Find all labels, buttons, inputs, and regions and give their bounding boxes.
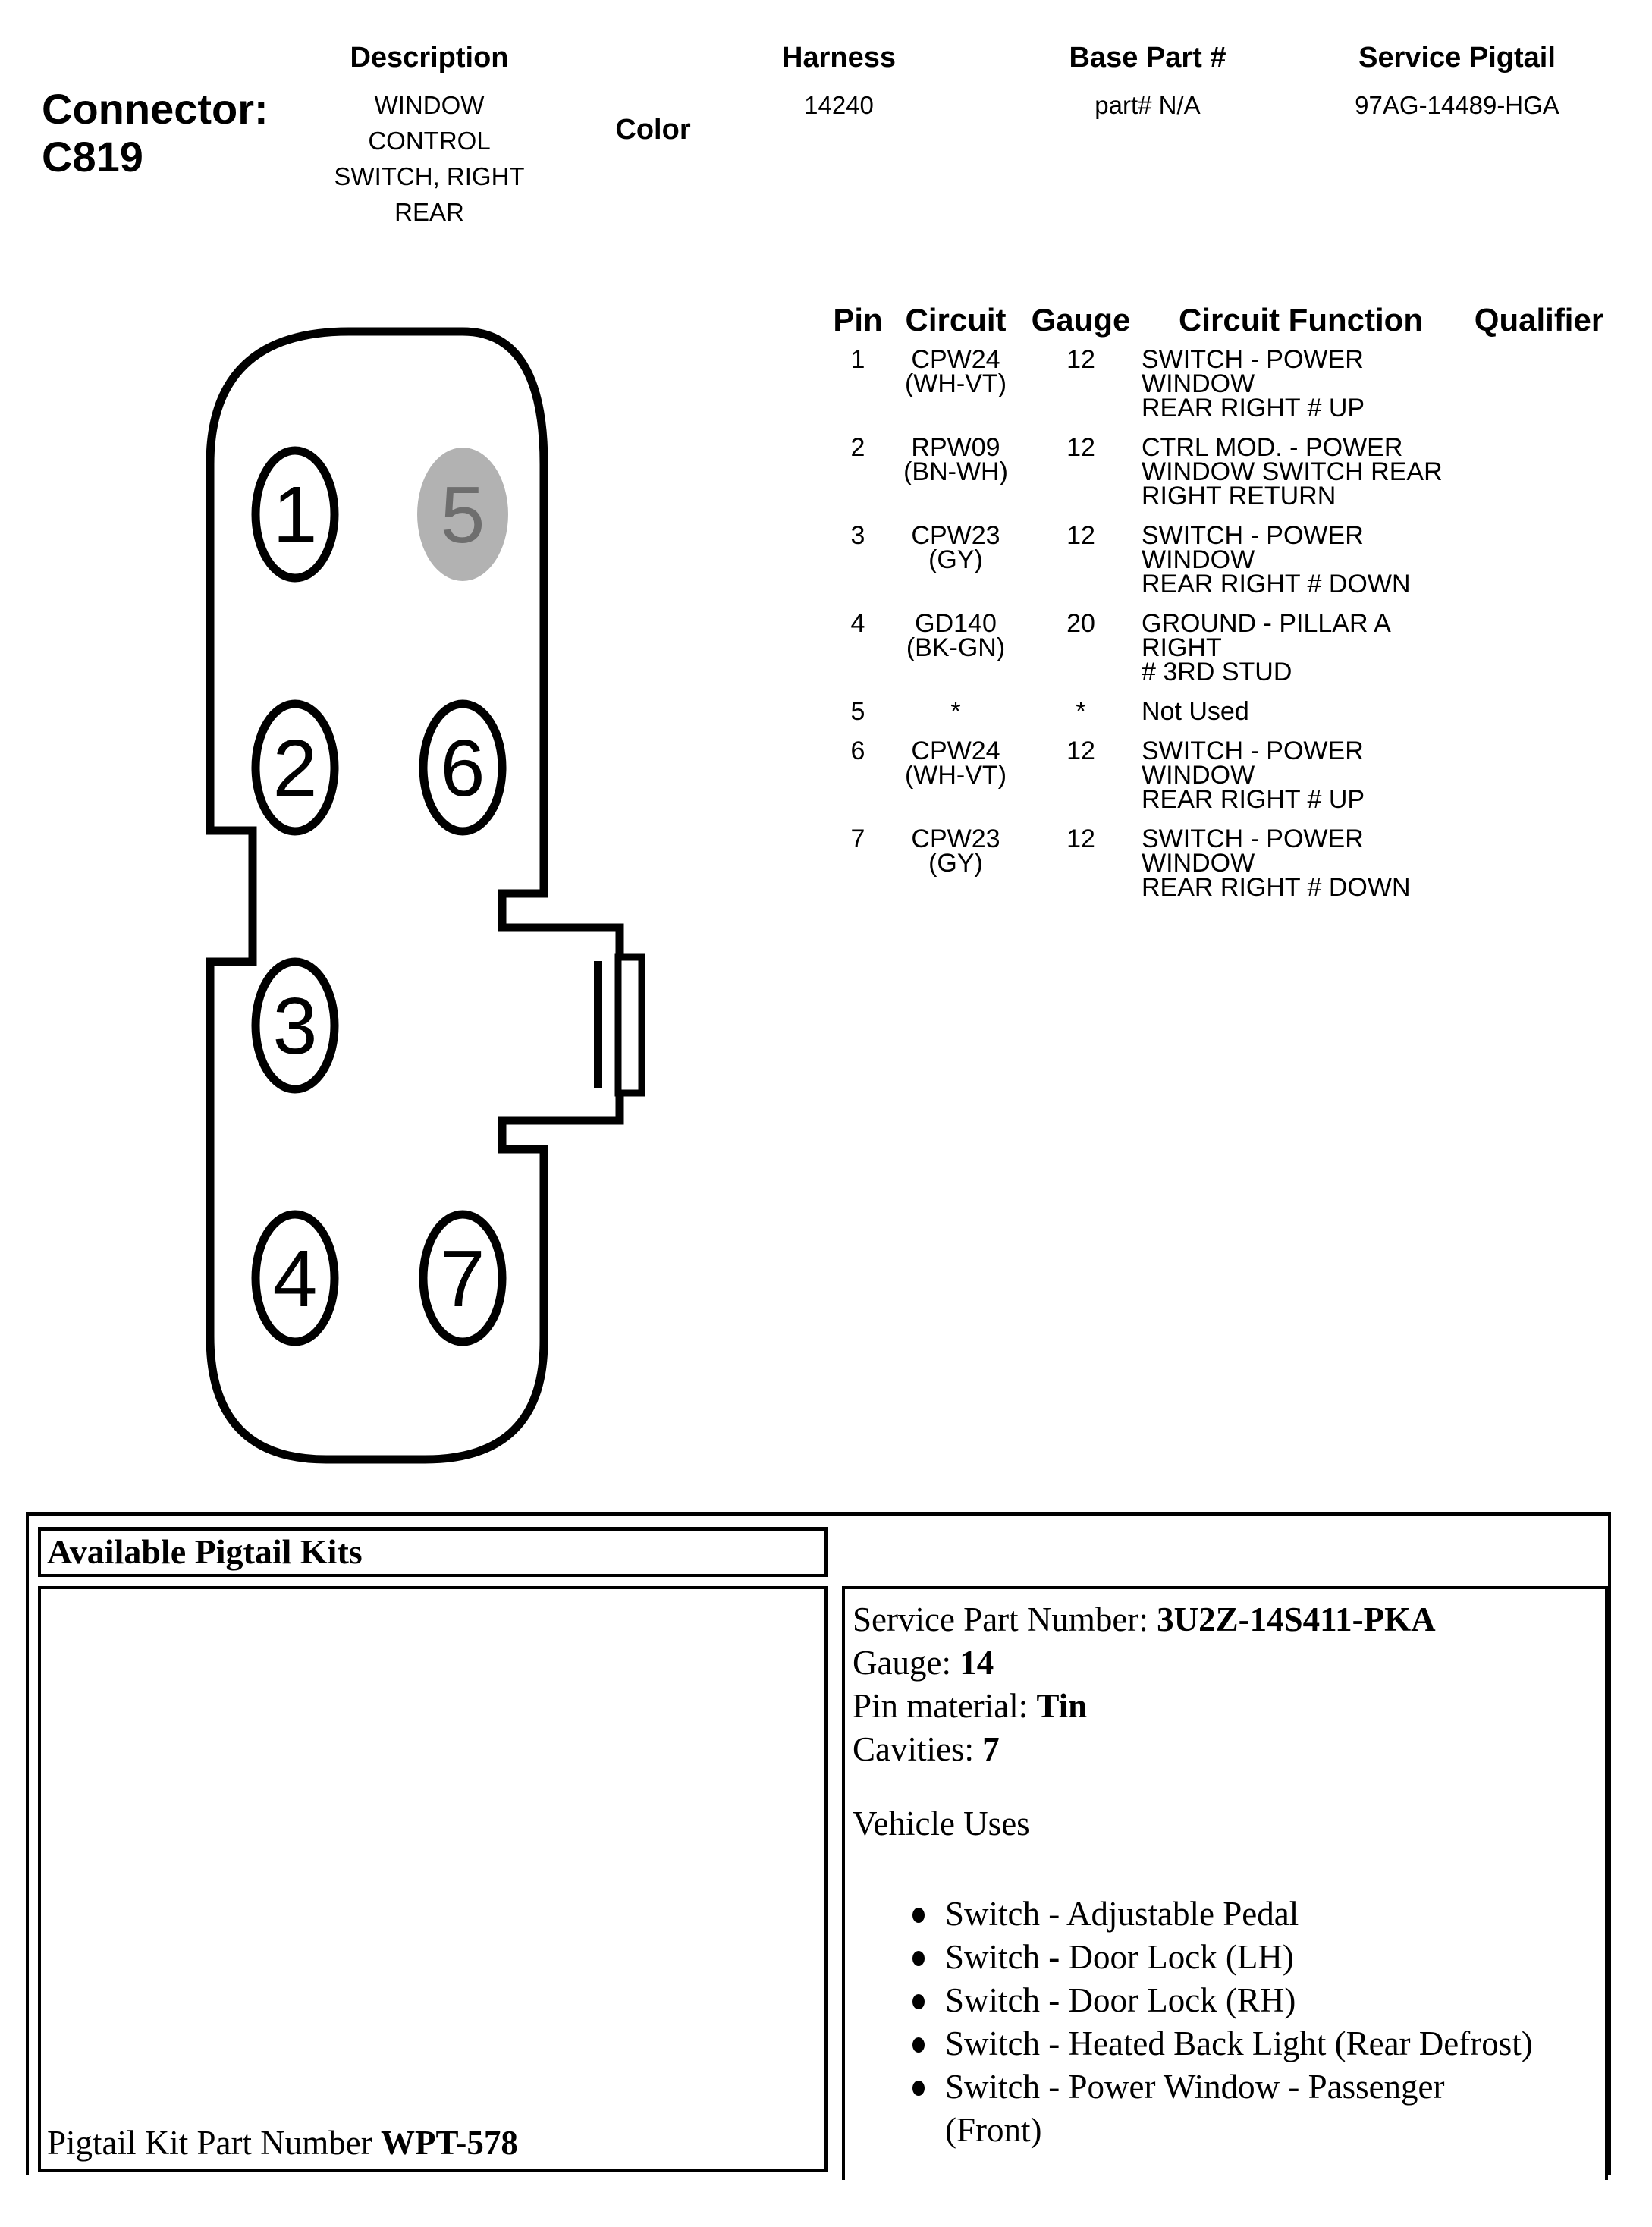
available-pigtail-kits-title: Available Pigtail Kits <box>38 1527 828 1577</box>
vehicle-use-item: Switch - Heated Back Light (Rear Defrost) <box>911 2022 1552 2065</box>
vehicle-use-item: Switch - Door Lock (LH) <box>911 1936 1552 1979</box>
connector-title <box>42 85 269 181</box>
cell-circuit <box>885 827 1026 900</box>
service-part-box <box>842 1586 1608 2180</box>
cell-function <box>1135 611 1466 684</box>
function-line: RIGHT RETURN <box>1142 482 1336 510</box>
description-line: WINDOW <box>374 91 485 119</box>
function-line: SWITCH - POWER WINDOW <box>1142 737 1364 790</box>
cell-function <box>1135 435 1466 508</box>
gauge-col-header: Gauge <box>1031 302 1131 338</box>
cell-qualifier <box>1466 523 1612 596</box>
cell-function <box>1135 827 1466 900</box>
function-col-header: Circuit Function <box>1179 302 1423 338</box>
vehicle-use-item: Switch - Power Window - Passenger (Front) <box>911 2065 1552 2152</box>
cell-gauge: 12 <box>1066 737 1095 765</box>
function-line: SWITCH - POWER WINDOW <box>1142 521 1364 574</box>
connector-label: Connector: <box>42 85 269 133</box>
pin-table-row <box>831 699 1612 724</box>
function-line: SWITCH - POWER WINDOW <box>1142 345 1364 398</box>
pin-table-row <box>831 739 1612 812</box>
pin-number-6: 6 <box>440 724 485 813</box>
function-line: WINDOW SWITCH REAR <box>1142 457 1443 486</box>
cell-pin: 6 <box>850 737 865 765</box>
cavities-value: 7 <box>982 1730 1000 1768</box>
pin-table <box>831 302 1612 902</box>
cavities-label: Cavities: <box>853 1730 983 1768</box>
cell-circuit <box>885 699 1026 724</box>
cell-gauge: 12 <box>1066 825 1095 853</box>
cell-qualifier <box>1466 739 1612 812</box>
vehicle-uses-list <box>853 1892 1605 2152</box>
pin-number-4: 4 <box>272 1234 318 1324</box>
pin-table-row <box>831 347 1612 420</box>
cell-gauge: 12 <box>1066 433 1095 462</box>
pigtail-kit-part-label: Pigtail Kit Part Number <box>47 2124 381 2162</box>
base-part-value: part# N/A <box>1095 91 1201 119</box>
function-line: REAR RIGHT # UP <box>1142 785 1365 814</box>
circuit-line: (GY) <box>928 545 983 574</box>
circuit-line: (WH-VT) <box>904 369 1007 398</box>
pigtail-kit-part-number: WPT-578 <box>380 2124 518 2162</box>
circuit-line: * <box>950 697 961 726</box>
qualifier-col-header: Qualifier <box>1474 302 1604 338</box>
pin-material-line <box>853 1685 1605 1728</box>
pin-number-3: 3 <box>272 982 318 1071</box>
cell-pin: 7 <box>850 825 865 853</box>
pin-number-5: 5 <box>440 470 485 560</box>
cavities-line <box>853 1728 1605 1771</box>
pigtail-kit-box <box>38 1586 828 2172</box>
cell-function <box>1135 347 1466 420</box>
function-line: REAR RIGHT # DOWN <box>1142 873 1411 902</box>
color-header: Color <box>615 114 691 146</box>
circuit-line: (WH-VT) <box>904 761 1007 790</box>
cell-pin: 1 <box>850 345 865 374</box>
cell-function <box>1135 523 1466 596</box>
cell-circuit <box>885 611 1026 684</box>
function-line: CTRL MOD. - POWER <box>1142 433 1403 462</box>
function-line: Not Used <box>1142 697 1249 726</box>
pin-table-row <box>831 611 1612 684</box>
cell-gauge: 20 <box>1066 609 1095 638</box>
circuit-line: (GY) <box>928 849 983 878</box>
cell-circuit <box>885 435 1026 508</box>
cell-pin: 5 <box>850 697 865 726</box>
pigtail-kit-part-number-line <box>47 2122 518 2163</box>
circuit-line: CPW24 <box>911 737 1000 765</box>
cell-pin: 2 <box>850 433 865 462</box>
cell-qualifier <box>1466 611 1612 684</box>
service-part-number: 3U2Z-14S411-PKA <box>1157 1600 1436 1638</box>
pin-number-1: 1 <box>272 470 318 560</box>
gauge-label: Gauge: <box>853 1644 960 1682</box>
description-line: SWITCH, RIGHT <box>334 162 525 190</box>
pin-table-row <box>831 435 1612 508</box>
cell-gauge: * <box>1076 697 1086 726</box>
cell-qualifier <box>1466 347 1612 420</box>
harness-value: 14240 <box>804 91 874 119</box>
connector-id: C819 <box>42 133 143 181</box>
vehicle-use-item: Switch - Door Lock (RH) <box>911 1979 1552 2022</box>
description-header: Description <box>350 42 509 74</box>
circuit-line: (BK-GN) <box>906 633 1006 662</box>
description-value <box>293 87 566 230</box>
cell-gauge: 12 <box>1066 345 1095 374</box>
circuit-line: CPW23 <box>911 521 1000 550</box>
gauge-line <box>853 1641 1605 1685</box>
service-part-line <box>853 1598 1605 1641</box>
cell-circuit <box>885 347 1026 420</box>
function-line: # 3RD STUD <box>1142 658 1292 686</box>
pin-number-2: 2 <box>272 724 318 813</box>
function-line: GROUND - PILLAR A RIGHT <box>1142 609 1390 662</box>
pin-material-label: Pin material: <box>853 1687 1037 1725</box>
service-part-label: Service Part Number: <box>853 1600 1157 1638</box>
cell-function <box>1135 739 1466 812</box>
cell-gauge: 12 <box>1066 521 1095 550</box>
cell-function <box>1135 699 1466 724</box>
connector-diagram <box>190 319 690 1479</box>
circuit-col-header: Circuit <box>905 302 1007 338</box>
service-pigtail-value: 97AG-14489-HGA <box>1355 91 1559 119</box>
circuit-line: GD140 <box>915 609 997 638</box>
cell-qualifier <box>1466 699 1612 724</box>
cell-circuit <box>885 739 1026 812</box>
vehicle-use-item: Switch - Adjustable Pedal <box>911 1892 1552 1936</box>
description-line: REAR <box>394 198 464 226</box>
pin-table-row <box>831 827 1612 900</box>
connector-key-slot <box>594 961 602 1088</box>
cell-qualifier <box>1466 435 1612 508</box>
pin-col-header: Pin <box>833 302 883 338</box>
cell-circuit <box>885 523 1026 596</box>
pin-material-value: Tin <box>1036 1687 1088 1725</box>
service-pigtail-header: Service Pigtail <box>1358 42 1556 74</box>
cell-qualifier <box>1466 827 1612 900</box>
description-line: CONTROL <box>368 127 491 155</box>
pin-table-header <box>831 302 1612 338</box>
connector-key-bump <box>618 957 642 1093</box>
harness-header: Harness <box>782 42 896 74</box>
cell-pin: 3 <box>850 521 865 550</box>
cell-pin: 4 <box>850 609 865 638</box>
pigtail-section <box>26 1512 1611 2175</box>
pin-table-row <box>831 523 1612 596</box>
function-line: REAR RIGHT # UP <box>1142 394 1365 422</box>
pin-number-7: 7 <box>440 1234 485 1324</box>
function-line: SWITCH - POWER WINDOW <box>1142 825 1364 878</box>
function-line: REAR RIGHT # DOWN <box>1142 570 1411 598</box>
circuit-line: CPW24 <box>911 345 1000 374</box>
circuit-line: RPW09 <box>911 433 1000 462</box>
base-part-header: Base Part # <box>1069 42 1226 74</box>
circuit-line: CPW23 <box>911 825 1000 853</box>
gauge-value: 14 <box>959 1644 994 1682</box>
circuit-line: (BN-WH) <box>903 457 1008 486</box>
vehicle-uses-title: Vehicle Uses <box>853 1805 1030 1842</box>
